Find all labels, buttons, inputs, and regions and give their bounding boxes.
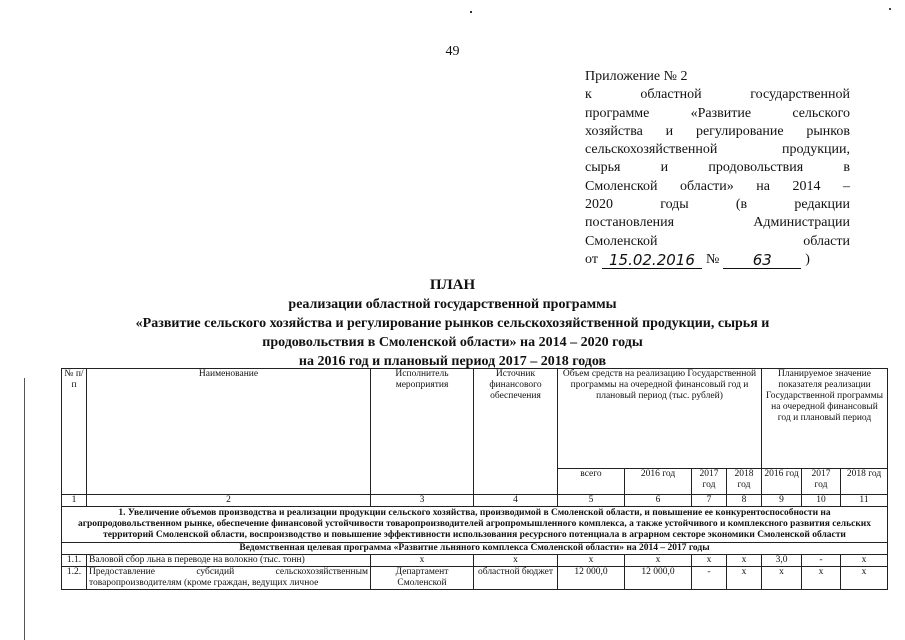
row-source: х <box>474 555 558 567</box>
row-ind-2017: - <box>802 555 841 567</box>
row-source: областной бюджет <box>474 567 558 590</box>
row-name: Валовой сбор льна в переводе на волокно (тыс. тонн) <box>87 555 371 567</box>
handwritten-number: 63 <box>723 252 801 269</box>
number-label: № <box>705 251 720 267</box>
appendix-line: программе «Развитие сельского <box>585 105 850 121</box>
scan-speck <box>889 8 891 10</box>
title-line: на 2016 год и плановый период 2017 – 2018 годов <box>298 354 607 369</box>
header-2016: 2016 год <box>625 469 692 495</box>
column-number: 9 <box>762 495 802 507</box>
header-total: всего <box>558 469 625 495</box>
row-num: 1.1. <box>62 555 87 567</box>
handwritten-date: 15.02.2016 <box>602 252 702 269</box>
subprogram-heading: Ведомственная целевая программа «Развитие льняного комплекса Смоленской области» на 2014 – 2017 годы <box>62 543 888 555</box>
table-row <box>62 555 888 567</box>
title-plan: ПЛАН <box>429 277 476 293</box>
binding-edge-line <box>24 378 25 640</box>
row-name: Предоставление субсидий сельскохозяйственным товаропроизводителям (кроме граждан, ведущих личное <box>87 567 371 590</box>
column-number: 10 <box>802 495 841 507</box>
appendix-line: хозяйства и регулирование рынков <box>585 123 850 139</box>
column-number: 7 <box>692 495 727 507</box>
document-title <box>0 276 905 371</box>
header-name: Наименование <box>87 369 371 495</box>
header-2018: 2018 год <box>727 469 762 495</box>
column-number: 2 <box>87 495 371 507</box>
header-ind-2016: 2016 год <box>762 469 802 495</box>
column-number: 1 <box>62 495 87 507</box>
appendix-line: Смоленской области <box>585 233 850 249</box>
row-total: 12 000,0 <box>558 567 625 590</box>
scan-speck <box>470 11 472 13</box>
row-2017: х <box>692 555 727 567</box>
column-number: 3 <box>371 495 474 507</box>
header-funding: Объем средств на реализацию Государственной программы на очередной финансовый год и плановый период (тыс. рублей) <box>558 369 762 469</box>
row-total: х <box>558 555 625 567</box>
row-2018: х <box>727 555 762 567</box>
closing-paren: ) <box>805 251 810 267</box>
appendix-note <box>585 68 850 269</box>
row-2016: х <box>625 555 692 567</box>
title-line: реализации областной государственной программы <box>288 297 617 312</box>
signature-line <box>585 251 850 269</box>
row-2018: х <box>727 567 762 590</box>
column-numbers-row <box>62 495 888 507</box>
appendix-line: сырья и продовольствия в <box>585 160 850 176</box>
header-num: № п/п <box>62 369 87 495</box>
title-line: «Развитие сельского хозяйства и регулирование рынков сельскохозяйственной продукции, сырья и <box>135 316 770 331</box>
section-heading: 1. Увеличение объемов производства и реализации продукции сельского хозяйства, производимой в Смоленской области, и повышение ее конкурентоспособности на агропродовольственном рынке, обеспечение финансовой устойчивости товаропроизводителей агропромышленного комплекса, а также устойчивого и комплексного развития сельских территорий Смоленской области, воспроизводство и повышение эффективности использования ресурсного потенциала в аграрном секторе экономики Смоленской области <box>62 507 888 543</box>
table-row <box>62 567 888 590</box>
title-line: продовольствия в Смоленской области» на 2014 – 2020 годы <box>262 335 643 350</box>
header-ind-2018: 2018 год <box>841 469 888 495</box>
from-label: от <box>585 251 598 267</box>
appendix-line: постановления Администрации <box>585 215 850 231</box>
row-2017: - <box>692 567 727 590</box>
plan-table <box>61 368 888 590</box>
appendix-line: к областной государственной <box>585 87 850 103</box>
column-number: 4 <box>474 495 558 507</box>
column-number: 8 <box>727 495 762 507</box>
header-executor: Исполнитель мероприятия <box>371 369 474 495</box>
row-ind-2018: х <box>841 567 888 590</box>
appendix-line: Приложение № 2 <box>585 69 688 84</box>
row-num: 1.2. <box>62 567 87 590</box>
page-number: 49 <box>445 44 460 59</box>
appendix-line: 2020 годы (в редакции <box>585 197 850 213</box>
appendix-line: Смоленской области» на 2014 – <box>585 178 850 194</box>
row-ind-2016: х <box>762 567 802 590</box>
header-indicator: Планируемое значение показателя реализации Государственной программы на очередной финансовый год и плановый период <box>762 369 888 469</box>
row-ind-2017: х <box>802 567 841 590</box>
row-2016: 12 000,0 <box>625 567 692 590</box>
column-number: 11 <box>841 495 888 507</box>
header-source: Источник финансового обеспечения <box>474 369 558 495</box>
appendix-line: сельскохозяйственной продукции, <box>585 142 850 158</box>
row-executor: х <box>371 555 474 567</box>
row-ind-2018: х <box>841 555 888 567</box>
row-executor: Департамент Смоленской <box>371 567 474 590</box>
column-number: 5 <box>558 495 625 507</box>
header-2017: 2017 год <box>692 469 727 495</box>
header-ind-2017: 2017 год <box>802 469 841 495</box>
row-ind-2016: 3,0 <box>762 555 802 567</box>
column-number: 6 <box>625 495 692 507</box>
